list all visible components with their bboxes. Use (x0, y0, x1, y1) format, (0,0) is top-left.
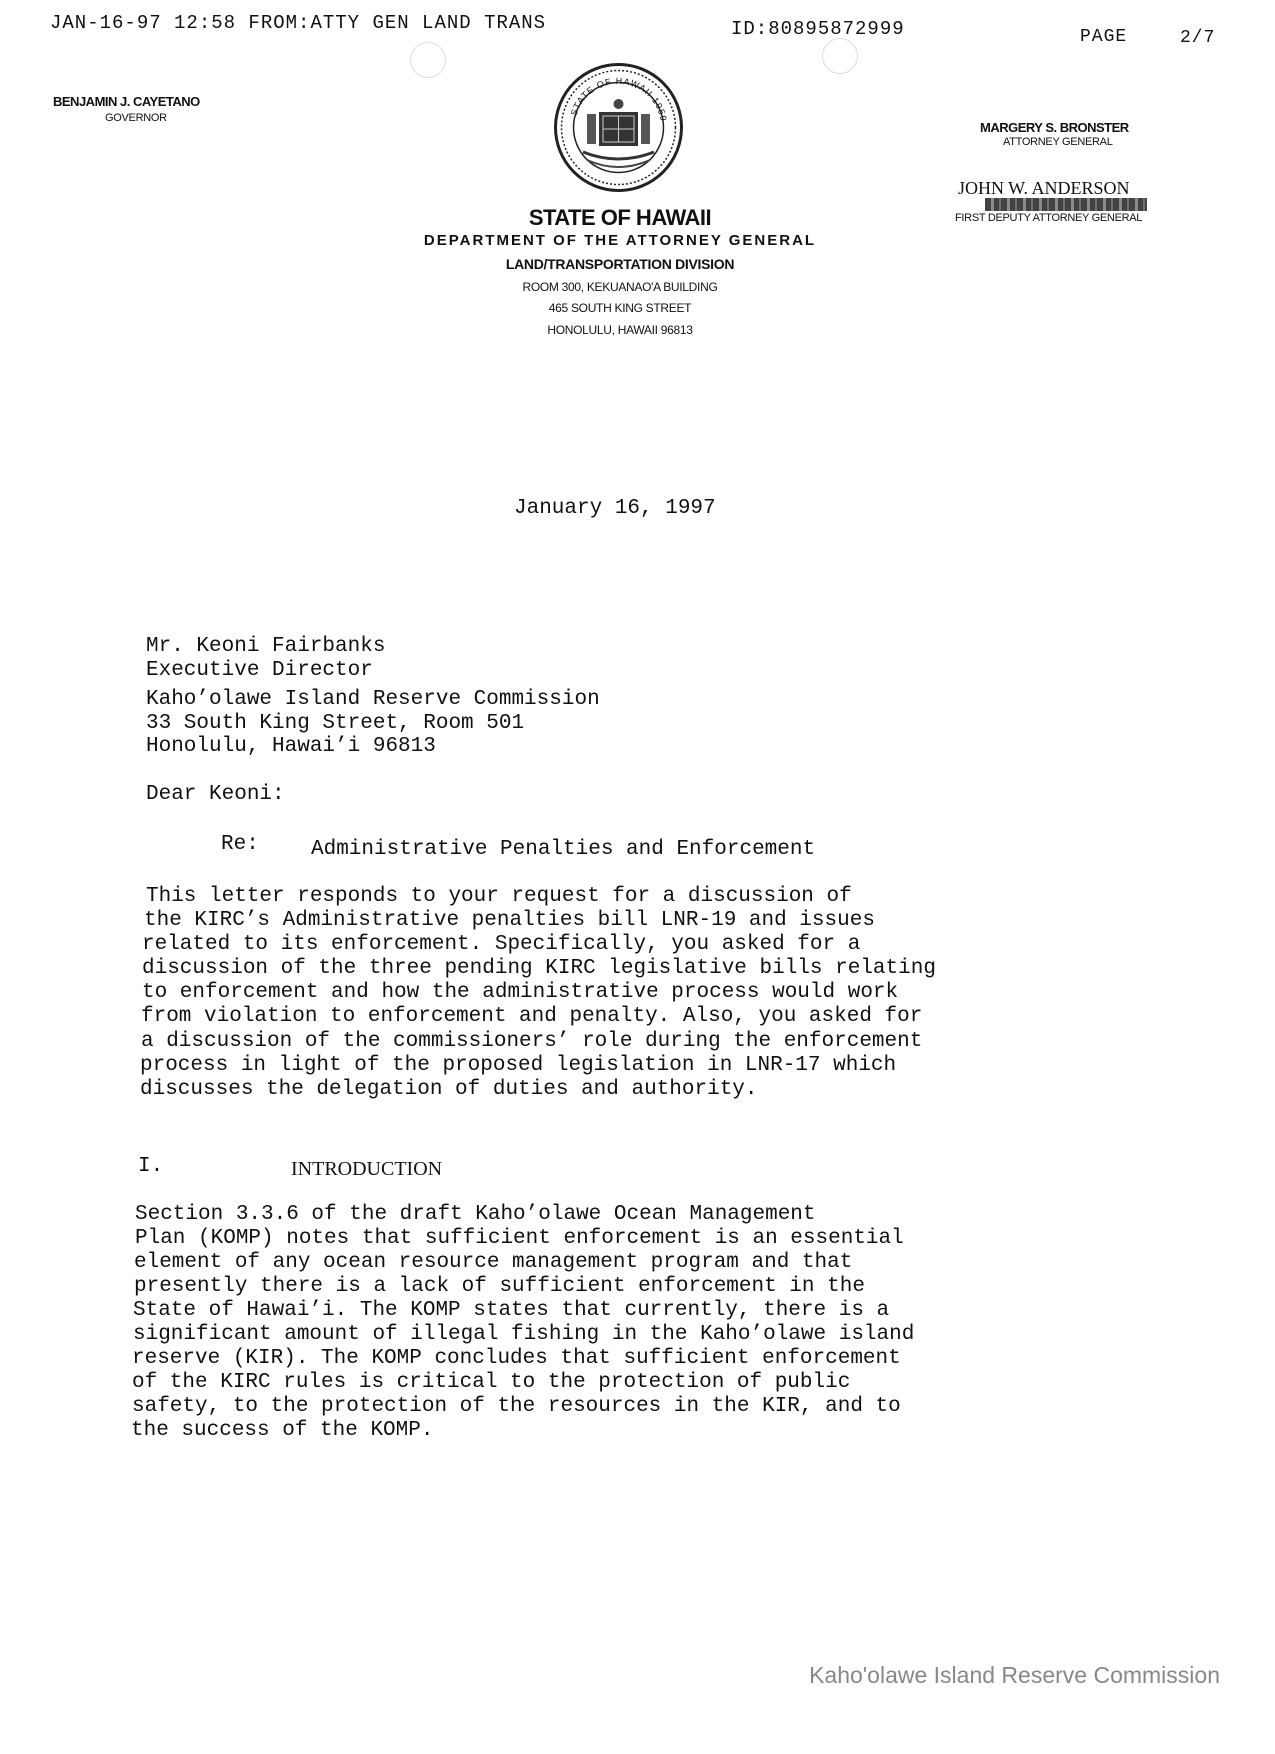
recipient-line: Kaho’olawe Island Reserve Commission (146, 688, 600, 711)
body-line: reserve (KIR). The KOMP concludes that sufficient enforcement (132, 1347, 901, 1370)
fax-header-line: JAN-16-97 12:58 FROM:ATTY GEN LAND TRANS (50, 12, 547, 34)
footer-watermark: Kaho'olawe Island Reserve Commission (809, 1662, 1220, 1688)
letterhead-division: LAND/TRANSPORTATION DIVISION (505, 256, 735, 272)
body-line: the success of the KOMP. (131, 1419, 434, 1442)
section-title: INTRODUCTION (291, 1158, 443, 1180)
body-line: of the KIRC rules is critical to the protection of public (132, 1371, 851, 1394)
letterhead-state: STATE OF HAWAII (528, 205, 712, 230)
body-line: from violation to enforcement and penalty. Also, you asked for (141, 1005, 923, 1028)
body-line: significant amount of illegal fishing in the Kaho’olawe island (133, 1323, 915, 1346)
re-label: Re: (221, 833, 259, 856)
recipient-line: 33 South King Street, Room 501 (146, 712, 525, 735)
re-subject: Administrative Penalties and Enforcement (311, 838, 816, 861)
body-line: Plan (KOMP) notes that sufficient enforcement is an essential (135, 1227, 904, 1250)
recipient-line: Executive Director (146, 659, 373, 682)
section-number: I. (138, 1155, 164, 1178)
body-line: safety, to the protection of the resources in the KIR, and to (132, 1395, 901, 1418)
salutation: Dear Keoni: (146, 783, 285, 806)
recipient-line: Honolulu, Hawai’i 96813 (146, 735, 436, 758)
seal-legend: STATE OF HAWAII 1959 (568, 75, 669, 123)
struck-out-name (985, 198, 1147, 211)
body-line: a discussion of the commissioners’ role during the enforcement (141, 1030, 923, 1053)
body-line: the KIRC’s Administrative penalties bill LNR-19 and issues (144, 909, 875, 932)
body-line: to enforcement and how the administrative process would work (142, 981, 899, 1004)
attorney-general-name: MARGERY S. BRONSTER (980, 120, 1129, 135)
recipient-line: Mr. Keoni Fairbanks (146, 635, 386, 658)
letterhead-department: DEPARTMENT OF THE ATTORNEY GENERAL (423, 232, 817, 249)
governor-name: BENJAMIN J. CAYETANO (53, 94, 200, 109)
attorney-general-title: ATTORNEY GENERAL (1003, 136, 1113, 148)
letterhead-street: 465 SOUTH KING STREET (548, 301, 692, 315)
body-line: process in light of the proposed legislation in LNR-17 which (140, 1054, 897, 1077)
letter-date: January 16, 1997 (514, 497, 716, 520)
first-deputy-name: JOHN W. ANDERSON (958, 178, 1130, 198)
body-line: State of Hawai’i. The KOMP states that currently, there is a (133, 1299, 890, 1322)
body-line: presently there is a lack of sufficient enforcement in the (134, 1275, 865, 1298)
body-line: discussion of the three pending KIRC legislative bills relating (142, 957, 936, 980)
first-deputy-title: FIRST DEPUTY ATTORNEY GENERAL (955, 212, 1143, 224)
fax-header-id: ID:80895872999 (731, 18, 905, 40)
punch-hole-left (410, 42, 446, 78)
punch-hole-right (822, 38, 858, 74)
letterhead-room: ROOM 300, KEKUANAO'A BUILDING (522, 280, 718, 294)
state-seal-icon (553, 62, 684, 193)
body-line: discusses the delegation of duties and authority. (140, 1078, 758, 1101)
body-line: element of any ocean resource management program and that (134, 1251, 853, 1274)
body-line: related to its enforcement. Specifically, you asked for a (142, 933, 861, 956)
fax-page-label: PAGE (1080, 27, 1128, 47)
governor-title: GOVERNOR (105, 112, 167, 124)
fax-page-number: 2/7 (1180, 28, 1216, 48)
body-line: Section 3.3.6 of the draft Kaho’olawe Ocean Management (135, 1203, 816, 1226)
letterhead-city: HONOLULU, HAWAII 96813 (547, 323, 693, 337)
body-line: This letter responds to your request for a discussion of (146, 885, 852, 908)
